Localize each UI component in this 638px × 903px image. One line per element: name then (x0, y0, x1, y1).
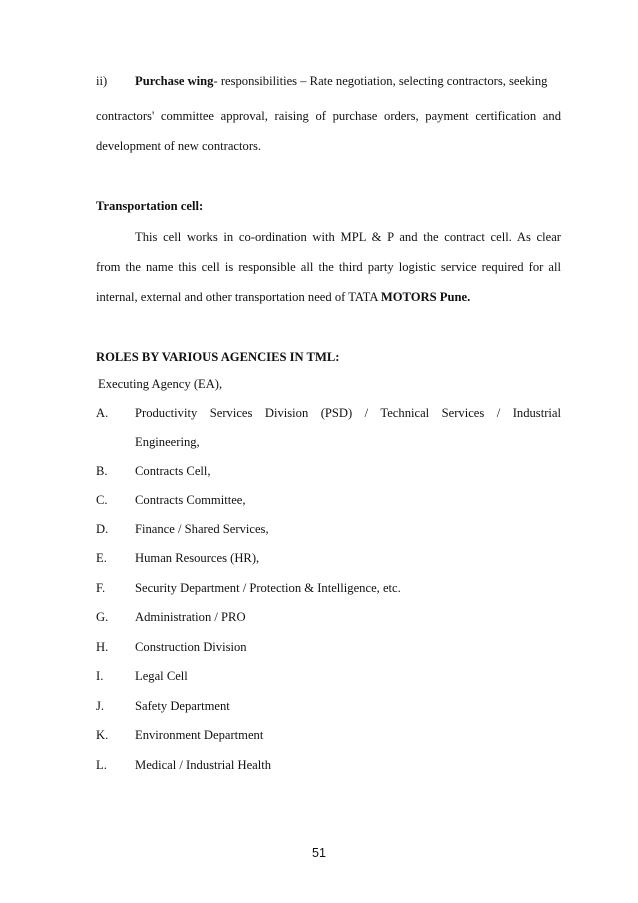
transport-line-3-bold: MOTORS Pune. (380, 290, 471, 304)
role-label: B. (96, 464, 108, 478)
role-label: H. (96, 640, 109, 654)
transport-line-2: from the name this cell is responsible all the third party logistic service required for all (96, 260, 561, 274)
transport-line-1: This cell works in co-ordination with MPL & P and the contract cell. As clear (135, 230, 561, 244)
role-label: K. (96, 728, 109, 742)
role-label: D. (96, 522, 109, 536)
role-text: Safety Department (135, 699, 230, 713)
role-text: Legal Cell (135, 669, 188, 683)
role-text: Contracts Cell, (135, 464, 211, 478)
purchase-term: Purchase wing (135, 74, 214, 88)
role-text: Security Department / Protection & Intelligence, etc. (135, 581, 401, 595)
role-text: Administration / PRO (135, 610, 246, 624)
role-text: Finance / Shared Services, (135, 522, 269, 536)
role-text: Productivity Services Division (PSD) / Technical Services / Industrial (135, 406, 561, 420)
role-text-continued: Engineering, (135, 435, 200, 449)
purchase-line-2: contractors' committee approval, raising of purchase orders, payment certification and (96, 109, 561, 123)
page-number: 51 (312, 846, 326, 860)
role-label: G. (96, 610, 109, 624)
role-label: E. (96, 551, 107, 565)
role-text: Contracts Committee, (135, 493, 246, 507)
role-text: Construction Division (135, 640, 247, 654)
purchase-line-1 (135, 73, 561, 89)
transport-line-3-text: internal, external and other transportation need of TATA (96, 290, 381, 304)
role-label: A. (96, 406, 109, 420)
roles-intro: Executing Agency (EA), (98, 377, 223, 391)
purchase-line-3: development of new contractors. (96, 139, 262, 153)
roles-heading: ROLES BY VARIOUS AGENCIES IN TML: (96, 350, 340, 364)
transport-heading: Transportation cell: (96, 199, 204, 213)
role-text: Human Resources (HR), (135, 551, 260, 565)
role-text: Medical / Industrial Health (135, 758, 272, 772)
role-label: I. (96, 669, 104, 683)
transport-line-3 (96, 289, 561, 305)
purchase-line-1-rest: - responsibilities – Rate negotiation, selecting contractors, seeking (213, 74, 548, 88)
role-label: J. (96, 699, 105, 713)
role-label: F. (96, 581, 106, 595)
role-text: Environment Department (135, 728, 264, 742)
role-label: L. (96, 758, 107, 772)
purchase-number: ii) (96, 74, 108, 88)
role-label: C. (96, 493, 108, 507)
